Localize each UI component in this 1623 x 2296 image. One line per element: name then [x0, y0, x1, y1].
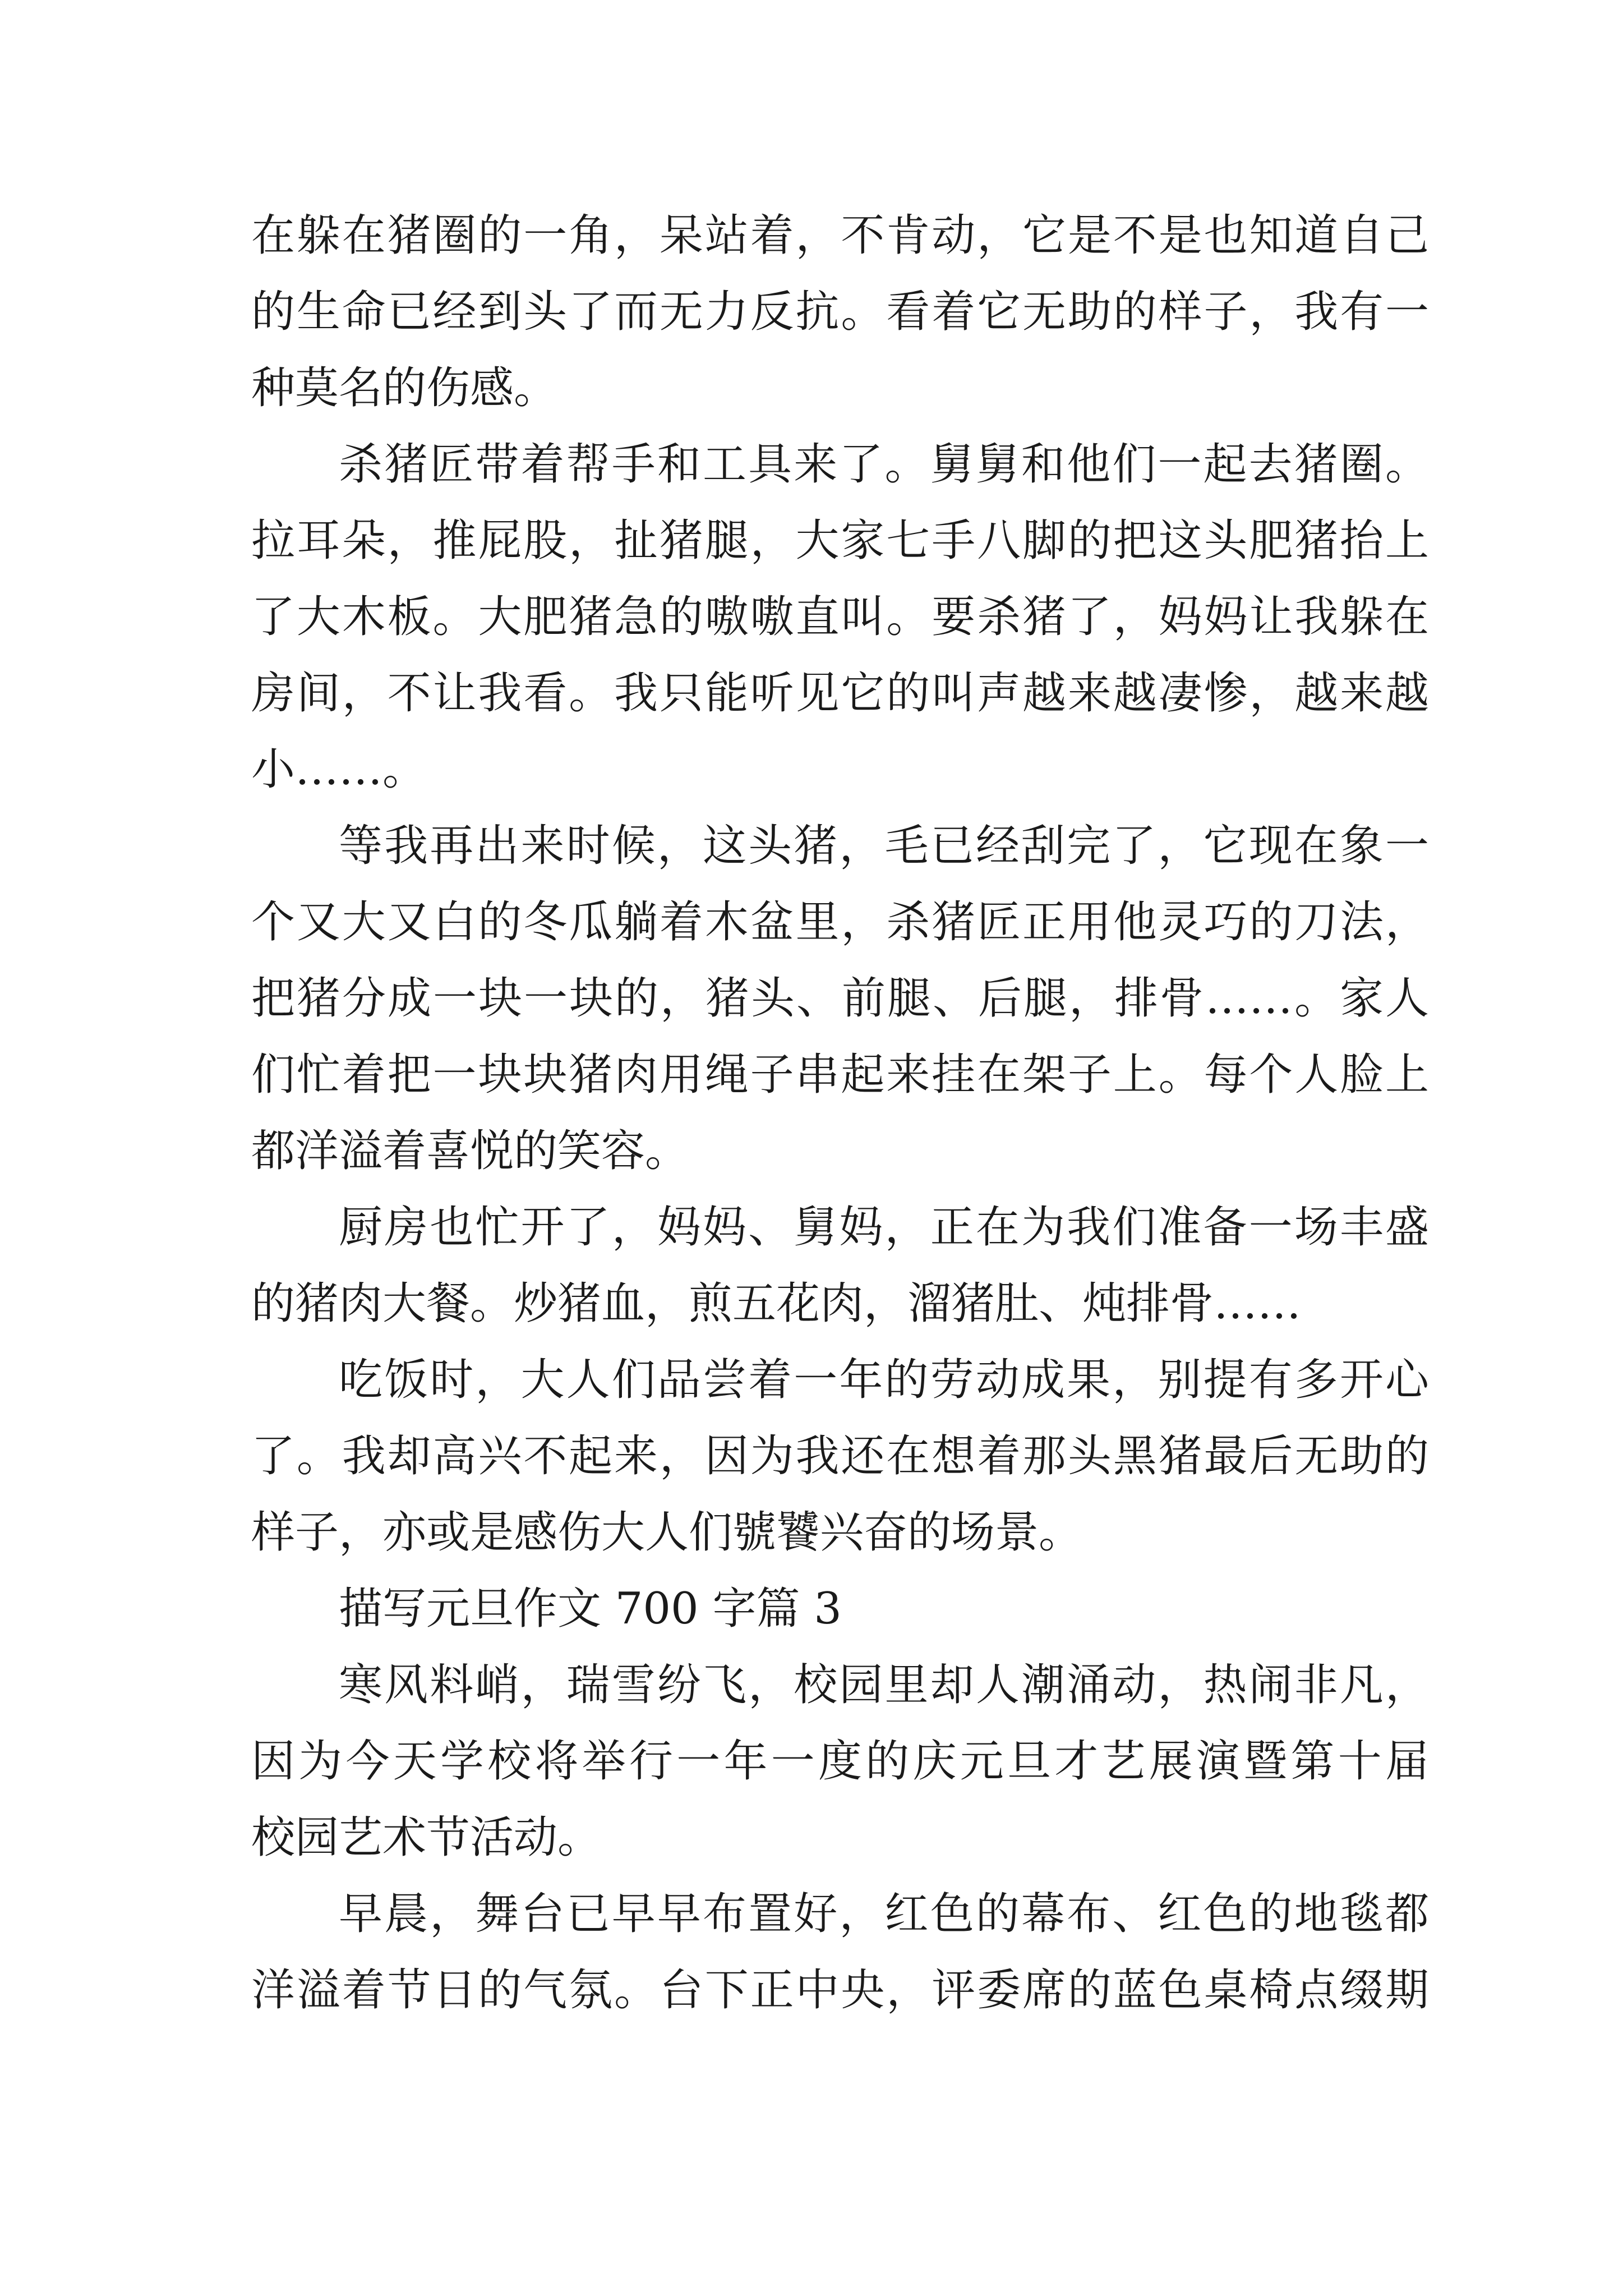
paragraph-first-line: 吃饭时，大人们品尝着一年的劳动成果，别提有多开心: [339, 1355, 1429, 1405]
paragraph-first-line: 寒风料峭，瑞雪纷飞，校园里却人潮涌动，热闹非凡，: [339, 1660, 1429, 1710]
text-line: 个又大又白的冬瓜躺着木盆里，杀猪匠正用他灵巧的刀法，: [251, 897, 1429, 947]
paragraph-first-line: 杀猪匠带着帮手和工具来了。舅舅和他们一起去猪圈。: [339, 439, 1429, 490]
text-line: 因为今天学校将举行一年一度的庆元旦才艺展演暨第十届: [251, 1736, 1429, 1787]
text-line: 的猪肉大餐。炒猪血，煎五花肉，溜猪肚、炖排骨……: [251, 1278, 1302, 1329]
text-line: 小……。: [251, 744, 427, 795]
text-line: 房间，不让我看。我只能听见它的叫声越来越凄惨，越来越: [251, 668, 1429, 719]
paragraph-first-line: 厨房也忙开了，妈妈、舅妈，正在为我们准备一场丰盛: [339, 1202, 1429, 1253]
text-line: 们忙着把一块块猪肉用绳子串起来挂在架子上。每个人脸上: [251, 1050, 1429, 1100]
text-line: 的生命已经到头了而无力反抗。看着它无助的样子，我有一: [251, 287, 1429, 337]
text-line: 在躲在猪圈的一角，呆站着，不肯动，它是不是也知道自己: [251, 210, 1429, 261]
section-heading: 描写元旦作文 700 字篇 3: [339, 1584, 842, 1634]
paragraph-first-line: 早晨，舞台已早早布置好，红色的幕布、红色的地毯都: [339, 1889, 1429, 1939]
text-line: 了。我却高兴不起来，因为我还在想着那头黑猪最后无助的: [251, 1431, 1429, 1481]
text-line: 校园艺术节活动。: [251, 1812, 602, 1863]
text-line: 洋溢着节日的气氛。台下正中央，评委席的蓝色桌椅点缀期: [251, 1965, 1429, 2016]
paragraph-first-line: 等我再出来时候，这头猪，毛已经刮完了，它现在象一: [339, 821, 1429, 871]
text-line: 都洋溢着喜悦的笑容。: [251, 1126, 689, 1176]
article-body: [251, 197, 1429, 2028]
text-line: 种莫名的伤感。: [251, 363, 558, 413]
text-line: 了大木板。大肥猪急的嗷嗷直叫。要杀猪了，妈妈让我躲在: [251, 592, 1429, 642]
text-line: 样子，亦或是感伤大人们號饕兴奋的场景。: [251, 1507, 1083, 1558]
text-line: 拉耳朵，推屁股，扯猪腿，大家七手八脚的把这头肥猪抬上: [251, 516, 1429, 566]
text-line: 把猪分成一块一块的，猪头、前腿、后腿，排骨……。家人: [251, 973, 1429, 1024]
